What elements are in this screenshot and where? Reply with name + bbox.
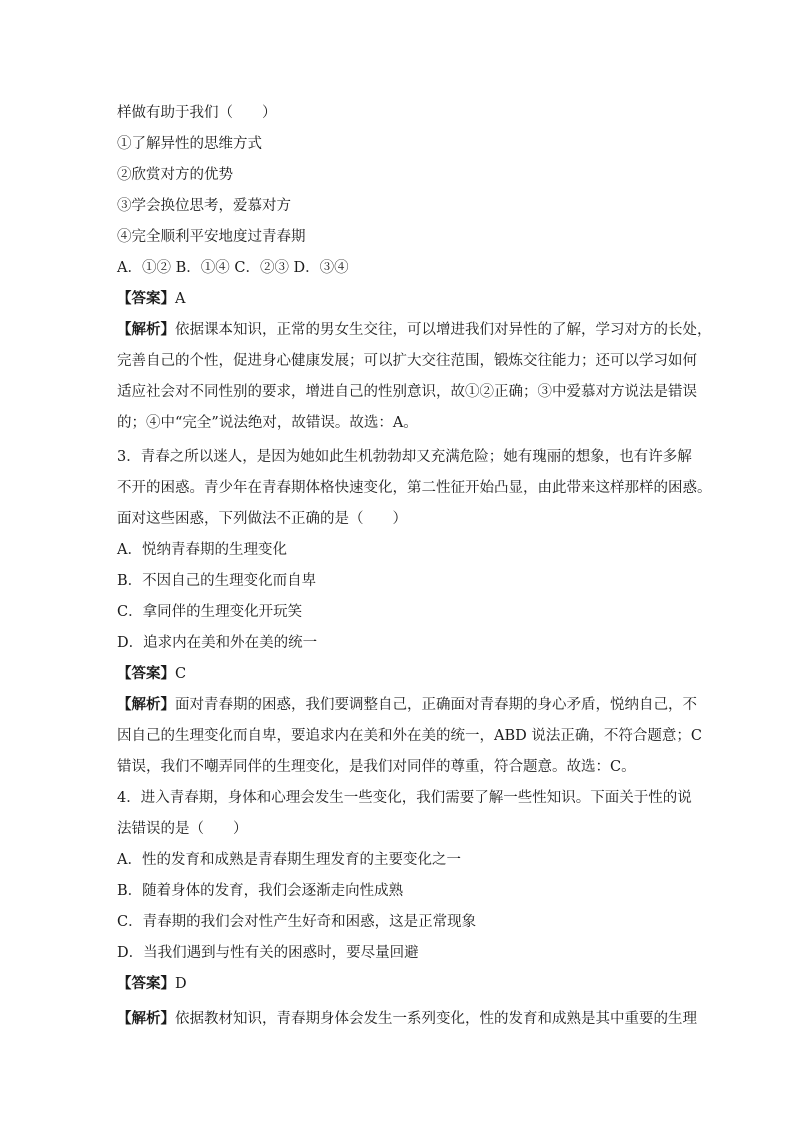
analysis-tag: 【解析】	[117, 696, 175, 713]
option-d: D．当我们遇到与性有关的困惑时，要尽量回避	[117, 945, 419, 961]
option-a: A．性的发育和成熟是青春期生理发育的主要变化之一	[117, 852, 461, 868]
options-line: A．①② B．①④ C．②③ D．③④	[117, 260, 349, 276]
question-3-line: 3．青春之所以迷人，是因为她如此生机勃勃却又充满危险；她有瑰丽的想象，也有许多解	[117, 449, 692, 465]
analysis-text: 依据教材知识，青春期身体会发生一系列变化，性的发育和成熟是其中重要的生理	[175, 1011, 697, 1027]
option-a: A．悦纳青春期的生理变化	[117, 542, 287, 558]
statement-1: ①了解异性的思维方式	[117, 136, 262, 152]
analysis-text: 依据课本知识，正常的男女生交往，可以增进我们对异性的了解，学习对方的长处，	[175, 322, 712, 338]
analysis-line: 完善自己的个性，促进身心健康发展；可以扩大交往范围，锻炼交往能力；还可以学习如何	[117, 353, 697, 369]
question-3-line: 不开的困惑。青少年在青春期体格快速变化，第二性征开始凸显，由此带来这样那样的困惑。	[117, 480, 712, 496]
analysis-tag: 【解析】	[117, 1010, 175, 1027]
statement-2: ②欣赏对方的优势	[117, 167, 233, 183]
statement-4: ④完全顺利平安地度过青春期	[117, 229, 306, 245]
question-4-line: 法错误的是（ ）	[117, 821, 248, 837]
analysis-line	[117, 321, 712, 339]
analysis-line: 因自己的生理变化而自卑，要追求内在美和外在美的统一，ABD 说法正确，不符合题意；C	[117, 728, 702, 744]
analysis-line: 适应社会对不同性别的要求，增进自己的性别意识，故①②正确；③中爱慕对方说法是错误	[117, 384, 697, 400]
answer-value: C	[175, 666, 187, 682]
analysis-line: 错误，我们不嘲弄同伴的生理变化，是我们对同伴的尊重，符合题意。故选：C。	[117, 759, 636, 775]
option-b: B．不因自己的生理变化而自卑	[117, 573, 317, 589]
option-c: C．青春期的我们会对性产生好奇和困惑，这是正常现象	[117, 914, 477, 930]
analysis-line	[117, 1010, 697, 1028]
question-stem-continued: 样做有助于我们（ ）	[117, 105, 277, 121]
answer-line	[117, 975, 677, 993]
question-3-line: 面对这些困惑，下列做法不正确的是（ ）	[117, 511, 407, 527]
analysis-line	[117, 696, 697, 714]
answer-value: D	[175, 976, 187, 992]
answer-line	[117, 290, 677, 308]
option-b: B．随着身体的发育，我们会逐渐走向性成熟	[117, 883, 404, 899]
answer-tag: 【答案】	[117, 290, 175, 307]
analysis-text: 面对青春期的困惑，我们要调整自己，正确面对青春期的身心矛盾，悦纳自己，不	[175, 697, 697, 713]
option-d: D．追求内在美和外在美的统一	[117, 635, 318, 651]
analysis-tag: 【解析】	[117, 321, 175, 338]
answer-line	[117, 665, 677, 683]
statement-3: ③学会换位思考，爱慕对方	[117, 198, 291, 214]
question-4-line: 4．进入青春期，身体和心理会发生一些变化，我们需要了解一些性知识。下面关于性的说	[117, 790, 692, 806]
analysis-line: 的；④中“完全”说法绝对，故错误。故选：A。	[117, 415, 418, 431]
answer-tag: 【答案】	[117, 975, 175, 992]
answer-tag: 【答案】	[117, 665, 175, 682]
option-c: C．拿同伴的生理变化开玩笑	[117, 604, 303, 620]
answer-value: A	[175, 291, 186, 307]
